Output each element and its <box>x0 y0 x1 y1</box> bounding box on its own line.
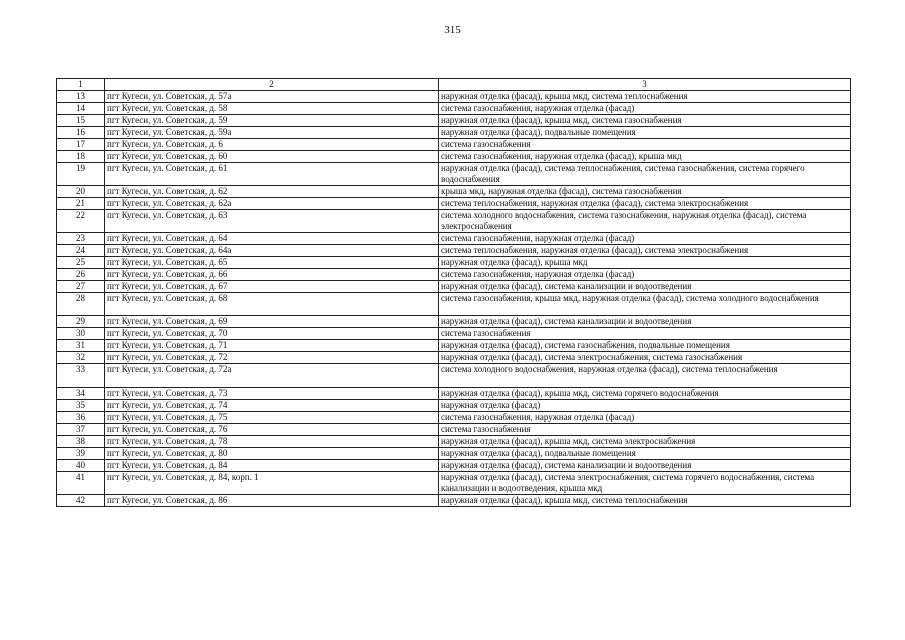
row-address: пгт Кугеси, ул. Советская, д. 84, корп. 1 <box>105 472 439 495</box>
row-works: наружная отделка (фасад), система канализации и водоотведения <box>439 460 851 472</box>
table-row <box>57 340 851 352</box>
row-works: наружная отделка (фасад), крыша мкд, система электроснабжения <box>439 436 851 448</box>
table-row <box>57 139 851 151</box>
row-address: пгт Кугеси, ул. Советская, д. 64а <box>105 245 439 257</box>
row-address: пгт Кугеси, ул. Советская, д. 70 <box>105 328 439 340</box>
row-works: система теплоснабжения, наружная отделка (фасад), система электроснабжения <box>439 198 851 210</box>
row-works: крыша мкд, наружная отделка (фасад), система газоснабжения <box>439 186 851 198</box>
table-row <box>57 460 851 472</box>
row-address: пгт Кугеси, ул. Советская, д. 78 <box>105 436 439 448</box>
row-works: наружная отделка (фасад), крыша мкд, система горячего водоснабжения <box>439 388 851 400</box>
table-row <box>57 233 851 245</box>
row-address: пгт Кугеси, ул. Советская, д. 59а <box>105 127 439 139</box>
row-number: 15 <box>57 115 105 127</box>
table-row <box>57 388 851 400</box>
row-number: 38 <box>57 436 105 448</box>
table-row <box>57 151 851 163</box>
table-row <box>57 269 851 281</box>
row-address: пгт Кугеси, ул. Советская, д. 59 <box>105 115 439 127</box>
row-number: 16 <box>57 127 105 139</box>
row-address: пгт Кугеси, ул. Советская, д. 74 <box>105 400 439 412</box>
row-number: 23 <box>57 233 105 245</box>
row-number: 37 <box>57 424 105 436</box>
column-header-number: 1 <box>57 79 105 91</box>
table-row <box>57 210 851 233</box>
table-row <box>57 352 851 364</box>
table-row <box>57 186 851 198</box>
row-address: пгт Кугеси, ул. Советская, д. 80 <box>105 448 439 460</box>
row-works: наружная отделка (фасад), крыша мкд, система теплоснабжения <box>439 495 851 507</box>
column-header-address: 2 <box>105 79 439 91</box>
row-number: 36 <box>57 412 105 424</box>
row-works: наружная отделка (фасад) <box>439 400 851 412</box>
table-row <box>57 293 851 316</box>
row-address: пгт Кугеси, ул. Советская, д. 67 <box>105 281 439 293</box>
row-number: 31 <box>57 340 105 352</box>
row-number: 22 <box>57 210 105 233</box>
table-row <box>57 412 851 424</box>
row-address: пгт Кугеси, ул. Советская, д. 65 <box>105 257 439 269</box>
row-number: 39 <box>57 448 105 460</box>
row-address: пгт Кугеси, ул. Советская, д. 63 <box>105 210 439 233</box>
table-row <box>57 472 851 495</box>
row-number: 32 <box>57 352 105 364</box>
table-row <box>57 436 851 448</box>
row-address: пгт Кугеси, ул. Советская, д. 72 <box>105 352 439 364</box>
table-row <box>57 281 851 293</box>
row-address: пгт Кугеси, ул. Советская, д. 62а <box>105 198 439 210</box>
table-row <box>57 91 851 103</box>
table-row <box>57 424 851 436</box>
row-address: пгт Кугеси, ул. Советская, д. 75 <box>105 412 439 424</box>
table-row <box>57 400 851 412</box>
row-works: система холодного водоснабжения, наружная отделка (фасад), система теплоснабжения <box>439 364 851 388</box>
row-number: 40 <box>57 460 105 472</box>
row-address: пгт Кугеси, ул. Советская, д. 69 <box>105 316 439 328</box>
row-address: пгт Кугеси, ул. Советская, д. 60 <box>105 151 439 163</box>
row-address: пгт Кугеси, ул. Советская, д. 73 <box>105 388 439 400</box>
row-works: система газоснабжения <box>439 139 851 151</box>
row-address: пгт Кугеси, ул. Советская, д. 71 <box>105 340 439 352</box>
row-address: пгт Кугеси, ул. Советская, д. 6 <box>105 139 439 151</box>
row-address: пгт Кугеси, ул. Советская, д. 64 <box>105 233 439 245</box>
row-works: наружная отделка (фасад), система теплоснабжения, система газоснабжения, система горячего водоснабжения <box>439 163 851 186</box>
row-number: 25 <box>57 257 105 269</box>
table-row <box>57 328 851 340</box>
row-number: 28 <box>57 293 105 316</box>
row-works: система газоснабжения <box>439 328 851 340</box>
table-row <box>57 127 851 139</box>
row-works: система газоснабжения <box>439 424 851 436</box>
row-number: 26 <box>57 269 105 281</box>
row-works: наружная отделка (фасад), система электроснабжения, система газоснабжения <box>439 352 851 364</box>
row-works: наружная отделка (фасад), подвальные помещения <box>439 448 851 460</box>
row-number: 21 <box>57 198 105 210</box>
table-row <box>57 495 851 507</box>
row-number: 14 <box>57 103 105 115</box>
row-number: 27 <box>57 281 105 293</box>
row-works: наружная отделка (фасад), система газоснабжения, подвальные помещения <box>439 340 851 352</box>
row-works: наружная отделка (фасад), подвальные помещения <box>439 127 851 139</box>
row-works: система газоснабжения, наружная отделка (фасад) <box>439 269 851 281</box>
row-address: пгт Кугеси, ул. Советская, д. 62 <box>105 186 439 198</box>
row-address: пгт Кугеси, ул. Советская, д. 84 <box>105 460 439 472</box>
row-number: 30 <box>57 328 105 340</box>
table-row <box>57 198 851 210</box>
row-address: пгт Кугеси, ул. Советская, д. 57а <box>105 91 439 103</box>
row-address: пгт Кугеси, ул. Советская, д. 66 <box>105 269 439 281</box>
row-works: наружная отделка (фасад), крыша мкд, система газоснабжения <box>439 115 851 127</box>
table-row <box>57 245 851 257</box>
row-works: система газоснабжения, наружная отделка (фасад) <box>439 233 851 245</box>
register-table <box>56 78 851 507</box>
column-header-works: 3 <box>439 79 851 91</box>
row-number: 13 <box>57 91 105 103</box>
row-address: пгт Кугеси, ул. Советская, д. 72а <box>105 364 439 388</box>
row-number: 20 <box>57 186 105 198</box>
row-number: 17 <box>57 139 105 151</box>
row-works: наружная отделка (фасад), крыша мкд, система теплоснабжения <box>439 91 851 103</box>
row-number: 24 <box>57 245 105 257</box>
row-works: наружная отделка (фасад), система электроснабжения, система горячего водоснабжения, система канализации и водоотведения, крыша мкд <box>439 472 851 495</box>
table-row <box>57 115 851 127</box>
table-row <box>57 364 851 388</box>
row-works: система холодного водоснабжения, система газоснабжения, наружная отделка (фасад), система электроснабжения <box>439 210 851 233</box>
row-number: 41 <box>57 472 105 495</box>
row-works: система газоснабжения, наружная отделка (фасад) <box>439 103 851 115</box>
row-number: 34 <box>57 388 105 400</box>
row-works: система теплоснабжения, наружная отделка (фасад), система электроснабжения <box>439 245 851 257</box>
row-number: 33 <box>57 364 105 388</box>
table-row <box>57 316 851 328</box>
row-works: наружная отделка (фасад), система канализации и водоотведения <box>439 281 851 293</box>
row-number: 18 <box>57 151 105 163</box>
row-works: система газоснабжения, крыша мкд, наружная отделка (фасад), система холодного водоснабжения <box>439 293 851 316</box>
table-body <box>57 91 851 507</box>
table-row <box>57 448 851 460</box>
row-works: наружная отделка (фасад), крыша мкд <box>439 257 851 269</box>
row-address: пгт Кугеси, ул. Советская, д. 86 <box>105 495 439 507</box>
row-address: пгт Кугеси, ул. Советская, д. 61 <box>105 163 439 186</box>
table-row <box>57 103 851 115</box>
row-number: 19 <box>57 163 105 186</box>
row-number: 42 <box>57 495 105 507</box>
row-works: система газоснабжения, наружная отделка (фасад) <box>439 412 851 424</box>
table-row <box>57 257 851 269</box>
row-address: пгт Кугеси, ул. Советская, д. 68 <box>105 293 439 316</box>
row-number: 29 <box>57 316 105 328</box>
table-row <box>57 163 851 186</box>
row-address: пгт Кугеси, ул. Советская, д. 58 <box>105 103 439 115</box>
row-number: 35 <box>57 400 105 412</box>
row-address: пгт Кугеси, ул. Советская, д. 76 <box>105 424 439 436</box>
row-works: система газоснабжения, наружная отделка (фасад), крыша мкд <box>439 151 851 163</box>
page-number: 315 <box>444 24 461 36</box>
header-row <box>57 79 851 91</box>
row-works: наружная отделка (фасад), система канализации и водоотведения <box>439 316 851 328</box>
